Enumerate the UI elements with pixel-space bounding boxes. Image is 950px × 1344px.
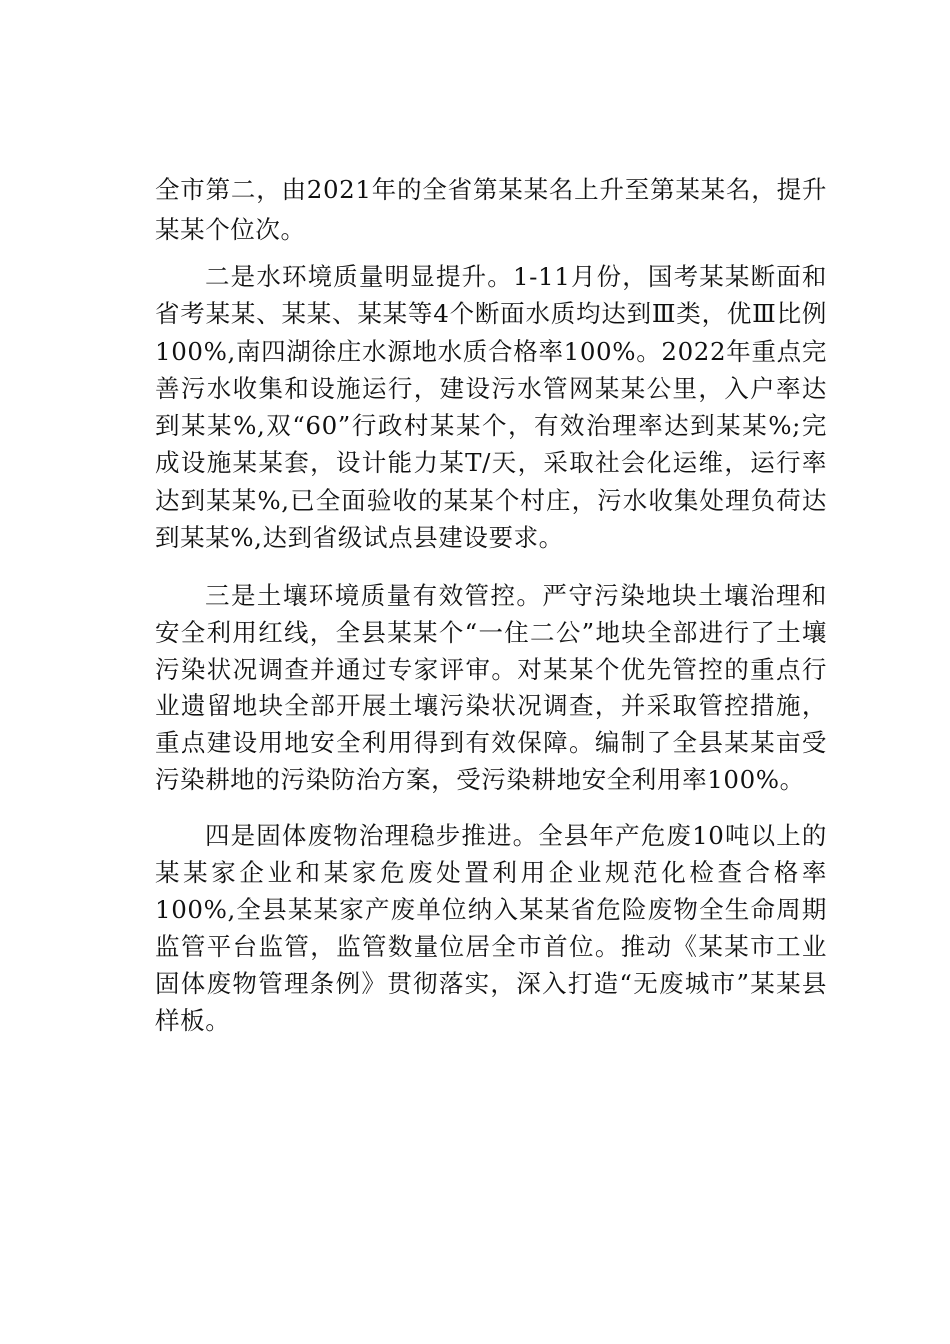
paragraph-text: 四是固体废物治理稳步推进。全县年产危废10吨以上的某某家企业和某家危废处置利用企业规范化检查合格率100%,全县某某家产废单位纳入某某省危险废物全生命周期监管平台监管，监管数量位居全市首位。推动《某某市工业固体废物管理条例》贯彻落实，深入打造“无废城市”某某县样板。 <box>155 821 827 1035</box>
soil-quality-paragraph <box>155 578 827 799</box>
paragraph-text: 三是土壤环境质量有效管控。严守污染地块土壤治理和安全利用红线，全县某某个“一住二公”地块全部进行了土壤污染状况调查并通过专家评审。对某某个优先管控的重点行业遗留地块全部开展土壤污染状况调查，并采取管控措施，重点建设用地安全利用得到有效保障。编制了全县某某亩受污染耕地的污染防治方案，受污染耕地安全利用率100%。 <box>155 581 827 794</box>
water-quality-paragraph <box>155 258 827 556</box>
solid-waste-paragraph <box>155 817 827 1039</box>
paragraph-text: 全市第二，由2021年的全省第某某名上升至第某某名，提升某某个位次。 <box>155 175 827 244</box>
paragraph-text: 二是水环境质量明显提升。1-11月份，国考某某断面和省考某某、某某、某某等4个断面水质均达到Ⅲ类，优Ⅲ比例100%,南四湖徐庄水源地水质合格率100%。2022年重点完善污水收集和设施运行，建设污水管网某某公里，入户率达到某某%,双“60”行政村某某个，有效治理率达到某某%;完成设施某某套，设计能力某T/天，采取社会化运维，运行率达到某某%,已全面验收的某某个村庄，污水收集处理负荷达到某某%,达到省级试点县建设要求。 <box>155 262 827 553</box>
continuation-paragraph <box>155 170 827 250</box>
